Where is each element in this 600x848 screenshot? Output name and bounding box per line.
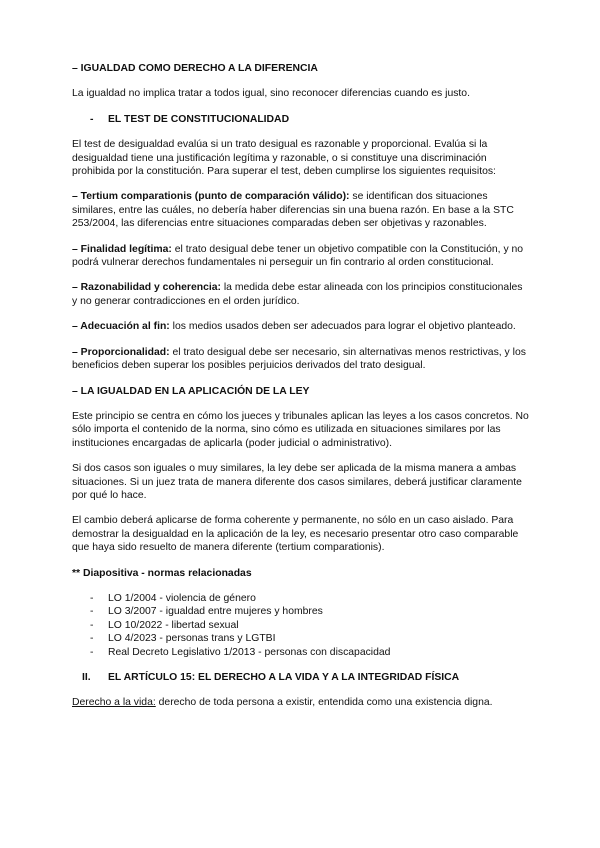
heading-test-constitucionalidad xyxy=(72,113,530,126)
heading-articulo-text: EL ARTÍCULO 15: EL DERECHO A LA VIDA Y A LA INTEGRIDAD FÍSICA xyxy=(108,672,460,683)
requirement-label: – Adecuación al fin: xyxy=(72,321,170,333)
heading-diapositiva: ** Diapositiva - normas relacionadas xyxy=(72,567,252,579)
list-item xyxy=(72,605,530,618)
paragraph-aplicacion-2: Si dos casos son iguales o muy similares, la ley debe ser aplicada de la misma manera a ambas situaciones. Si un juez trata de manera diferente dos casos similares, deberá justificar claramente por qué lo hace. xyxy=(72,463,522,501)
norma-text: LO 10/2022 - libertad sexual xyxy=(108,619,239,631)
heading-igualdad-diferencia: – IGUALDAD COMO DERECHO A LA DIFERENCIA xyxy=(72,63,318,74)
paragraph-test: El test de desigualdad evalúa si un trato desigual es razonable y proporcional. Evalúa si la desigualdad tiene una justificación legítima y razonable, o si constituye una discriminación prohibida por la constitución. Para superar el test, deben cumplirse los siguientes requisitos: xyxy=(72,139,496,178)
list-dash: - xyxy=(90,606,94,618)
requirement-label: – Finalidad legítima: xyxy=(72,243,172,255)
heading-articulo-15 xyxy=(72,671,530,684)
normas-list xyxy=(72,592,530,659)
norma-text: LO 4/2023 - personas trans y LGTBI xyxy=(108,633,276,645)
vida-text: derecho de toda persona a existir, entendida como una existencia digna. xyxy=(155,697,493,709)
document-page xyxy=(72,62,530,710)
list-item xyxy=(72,646,530,659)
norma-text: LO 3/2007 - igualdad entre mujeres y hombres xyxy=(108,606,323,618)
list-item xyxy=(72,592,530,605)
requirement-text: se identifican dos situaciones similares, entre las cuáles, no debería haber diferencias sin una buena razón. En base a la STC 253/2004, las diferencias entre situaciones comparadas deben ser objetivas y razonables. xyxy=(72,191,514,230)
list-dash: - xyxy=(90,592,94,604)
heading-aplicacion-ley: – LA IGUALDAD EN LA APLICACIÓN DE LA LEY xyxy=(72,385,310,397)
requirement-tertium xyxy=(72,190,530,230)
subheading-dash: - xyxy=(90,113,94,125)
paragraph-aplicacion-1: Este principio se centra en cómo los jueces y tribunales aplican las leyes a los casos concretos. No sólo importa el contenido de la norma, sino cómo es utilizada en situaciones similares por las instituciones encargadas de aplicarla (poder judicial o administrativo). xyxy=(72,410,529,449)
paragraph-aplicacion-3: El cambio deberá aplicarse de forma coherente y permanente, no sólo en un caso aislado. Para demostrar la desigualdad en la aplicación de la ley, es necesario presentar otro caso comparable que haya sido resuelto de manera diferente (tertium comparationis). xyxy=(72,515,519,554)
heading-test-text: EL TEST DE CONSTITUCIONALIDAD xyxy=(108,113,290,125)
requirement-text: la medida debe estar alineada con los principios constitucionales y no generar contradicciones en el orden jurídico. xyxy=(72,282,523,307)
requirement-adecuacion xyxy=(72,320,530,333)
requirement-text: el trato desigual debe ser necesario, sin alternativas menos restrictivas, y los beneficios deben superar los posibles perjuicios derivados del trato desigual. xyxy=(72,346,526,372)
requirement-finalidad xyxy=(72,243,530,270)
norma-text: LO 1/2004 - violencia de género xyxy=(108,592,256,604)
vida-label: Derecho a la vida: xyxy=(72,697,156,709)
requirement-label: – Tertium comparationis (punto de comparación válido): xyxy=(72,191,350,203)
list-item xyxy=(72,632,530,645)
list-dash: - xyxy=(90,619,94,631)
section-number: II. xyxy=(82,672,91,683)
norma-text: Real Decreto Legislativo 1/2013 - personas con discapacidad xyxy=(108,646,391,658)
requirement-razonabilidad xyxy=(72,281,530,308)
list-item xyxy=(72,619,530,632)
paragraph-derecho-vida xyxy=(72,696,530,709)
requirement-text: los medios usados deben ser adecuados para lograr el objetivo planteado. xyxy=(169,321,516,333)
list-dash: - xyxy=(90,633,94,645)
paragraph-igualdad: La igualdad no implica tratar a todos igual, sino reconocer diferencias cuando es justo. xyxy=(72,88,470,100)
requirement-proporcionalidad xyxy=(72,346,530,373)
list-dash: - xyxy=(90,646,94,658)
requirement-text: el trato desigual debe tener un objetivo compatible con la Constitución, y no podrá vulnerar derechos fundamentales ni perseguir un fin contrario al orden constitucional. xyxy=(72,243,524,269)
requirement-label: – Razonabilidad y coherencia: xyxy=(72,282,221,294)
requirement-label: – Proporcionalidad: xyxy=(72,346,170,358)
